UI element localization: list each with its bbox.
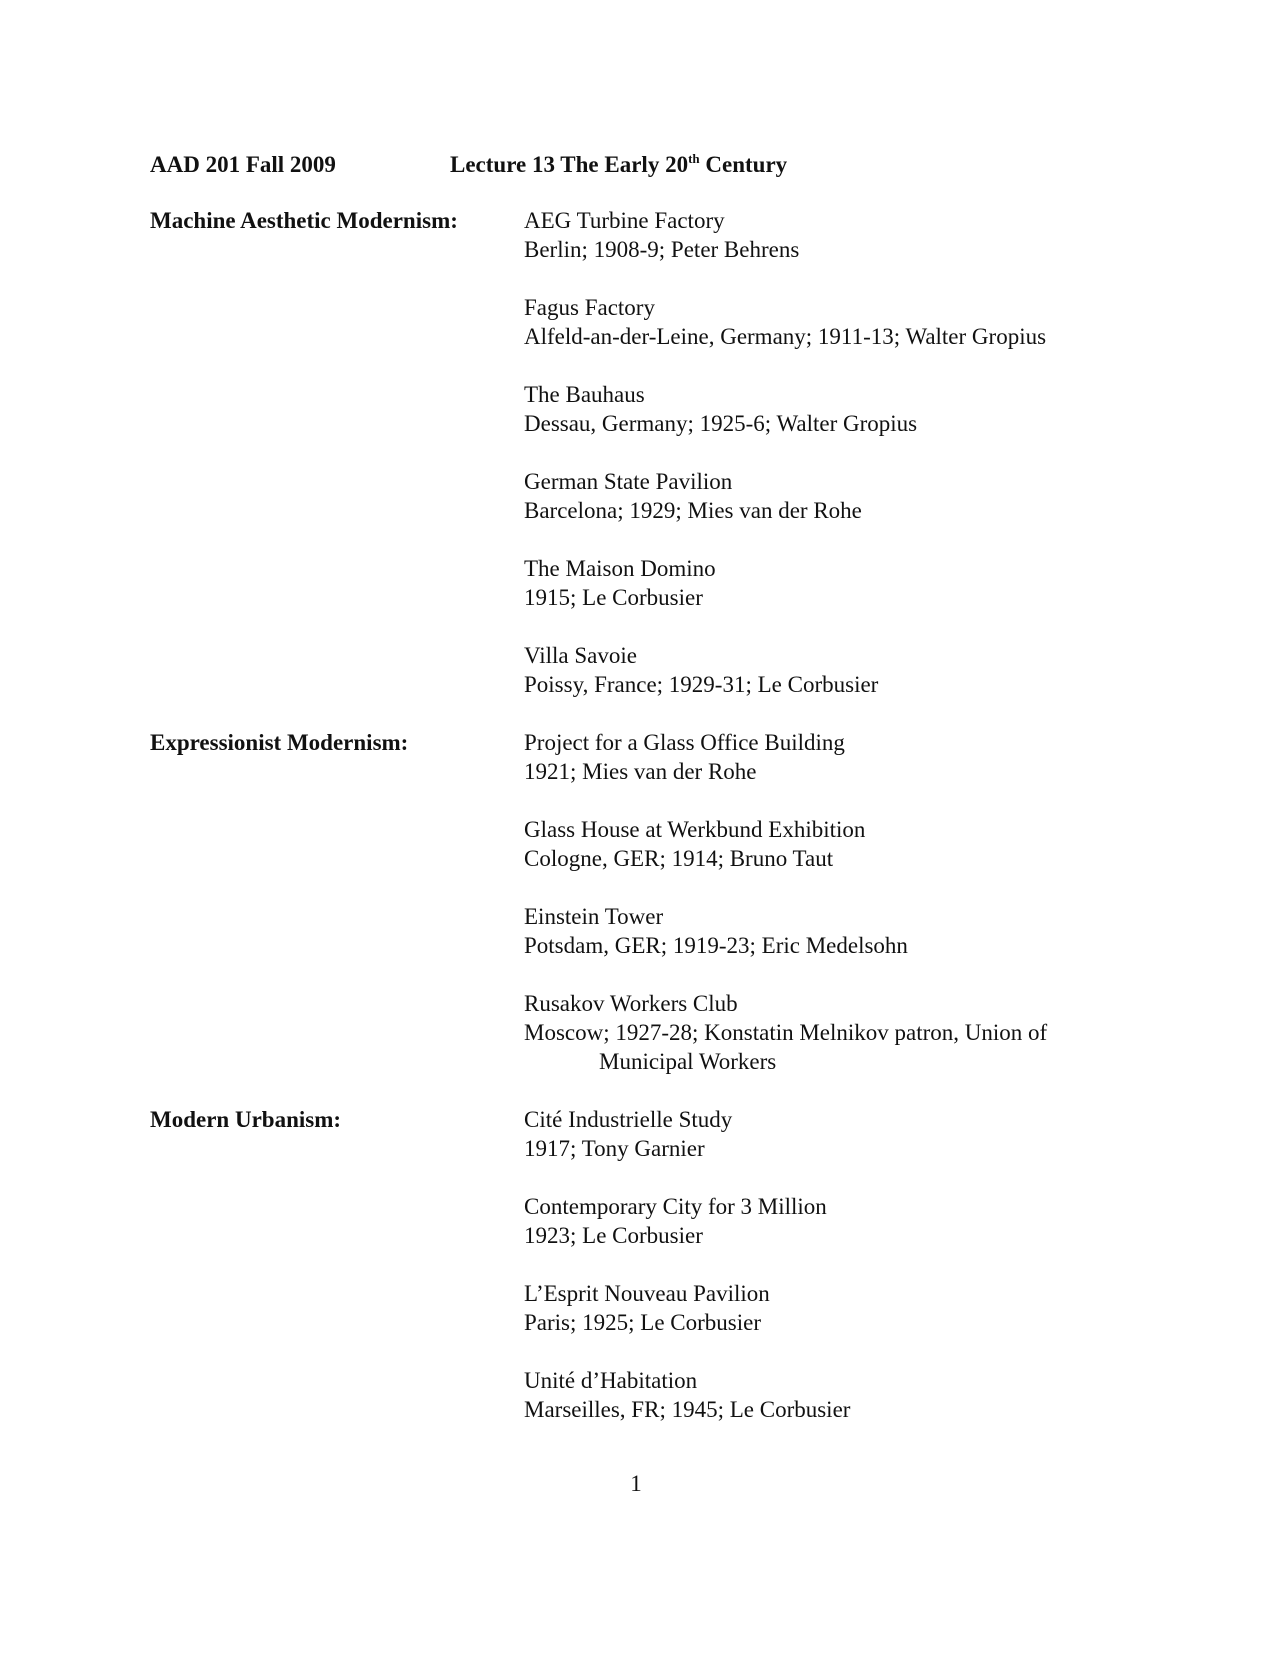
building-entry bbox=[524, 293, 1124, 351]
building-entry bbox=[524, 1279, 1124, 1337]
building-title: Glass House at Werkbund Exhibition bbox=[524, 817, 866, 842]
lecture-title-superscript: th bbox=[688, 151, 700, 166]
building-details: Paris; 1925; Le Corbusier bbox=[524, 1310, 761, 1335]
building-details: Moscow; 1927-28; Konstatin Melnikov patron, Union of bbox=[524, 1020, 1048, 1045]
building-entry bbox=[524, 1192, 1124, 1250]
building-details-continued: Municipal Workers bbox=[599, 1049, 777, 1074]
course-title: AAD 201 Fall 2009 bbox=[150, 152, 336, 177]
building-details: 1921; Mies van der Rohe bbox=[524, 759, 757, 784]
building-entry bbox=[524, 554, 1124, 612]
building-entry bbox=[524, 380, 1124, 438]
building-title: The Maison Domino bbox=[524, 556, 716, 581]
lecture-title-prefix: Lecture 13 The Early 20 bbox=[450, 152, 689, 177]
lecture-title-suffix: Century bbox=[699, 152, 788, 177]
page-number: 1 bbox=[630, 1471, 642, 1496]
building-title: The Bauhaus bbox=[524, 382, 645, 407]
section-label: Machine Aesthetic Modernism: bbox=[150, 208, 458, 233]
building-entry bbox=[524, 206, 1124, 264]
building-details: Cologne, GER; 1914; Bruno Taut bbox=[524, 846, 834, 871]
building-entry bbox=[524, 989, 1124, 1076]
building-details: 1923; Le Corbusier bbox=[524, 1223, 703, 1248]
building-details: Dessau, Germany; 1925-6; Walter Gropius bbox=[524, 411, 918, 436]
building-entry bbox=[524, 902, 1124, 960]
building-title: AEG Turbine Factory bbox=[524, 208, 725, 233]
building-title: Project for a Glass Office Building bbox=[524, 730, 845, 755]
building-entry bbox=[524, 1366, 1124, 1424]
building-entry bbox=[524, 641, 1124, 699]
building-details: Potsdam, GER; 1919-23; Eric Medelsohn bbox=[524, 933, 908, 958]
entry-list bbox=[524, 206, 1124, 728]
building-title: Einstein Tower bbox=[524, 904, 664, 929]
building-title: Villa Savoie bbox=[524, 643, 637, 668]
section-label: Modern Urbanism: bbox=[150, 1107, 342, 1132]
building-title: Cité Industrielle Study bbox=[524, 1107, 733, 1132]
building-entry bbox=[524, 815, 1124, 873]
building-details: Poissy, France; 1929-31; Le Corbusier bbox=[524, 672, 879, 697]
building-title: Fagus Factory bbox=[524, 295, 655, 320]
section-label: Expressionist Modernism: bbox=[150, 730, 409, 755]
building-details: 1917; Tony Garnier bbox=[524, 1136, 705, 1161]
building-details: 1915; Le Corbusier bbox=[524, 585, 703, 610]
building-entry bbox=[524, 467, 1124, 525]
building-details: Berlin; 1908-9; Peter Behrens bbox=[524, 237, 800, 262]
building-title: Rusakov Workers Club bbox=[524, 991, 738, 1016]
building-details: Marseilles, FR; 1945; Le Corbusier bbox=[524, 1397, 851, 1422]
building-title: L’Esprit Nouveau Pavilion bbox=[524, 1281, 770, 1306]
building-entry bbox=[524, 1105, 1124, 1163]
building-details: Alfeld-an-der-Leine, Germany; 1911-13; Walter Gropius bbox=[524, 324, 1047, 349]
building-title: German State Pavilion bbox=[524, 469, 733, 494]
building-entry bbox=[524, 728, 1124, 786]
lecture-title bbox=[450, 150, 787, 179]
entry-list bbox=[524, 728, 1124, 1105]
entry-list bbox=[524, 1105, 1124, 1453]
building-details: Barcelona; 1929; Mies van der Rohe bbox=[524, 498, 862, 523]
building-title: Unité d’Habitation bbox=[524, 1368, 698, 1393]
building-title: Contemporary City for 3 Million bbox=[524, 1194, 827, 1219]
